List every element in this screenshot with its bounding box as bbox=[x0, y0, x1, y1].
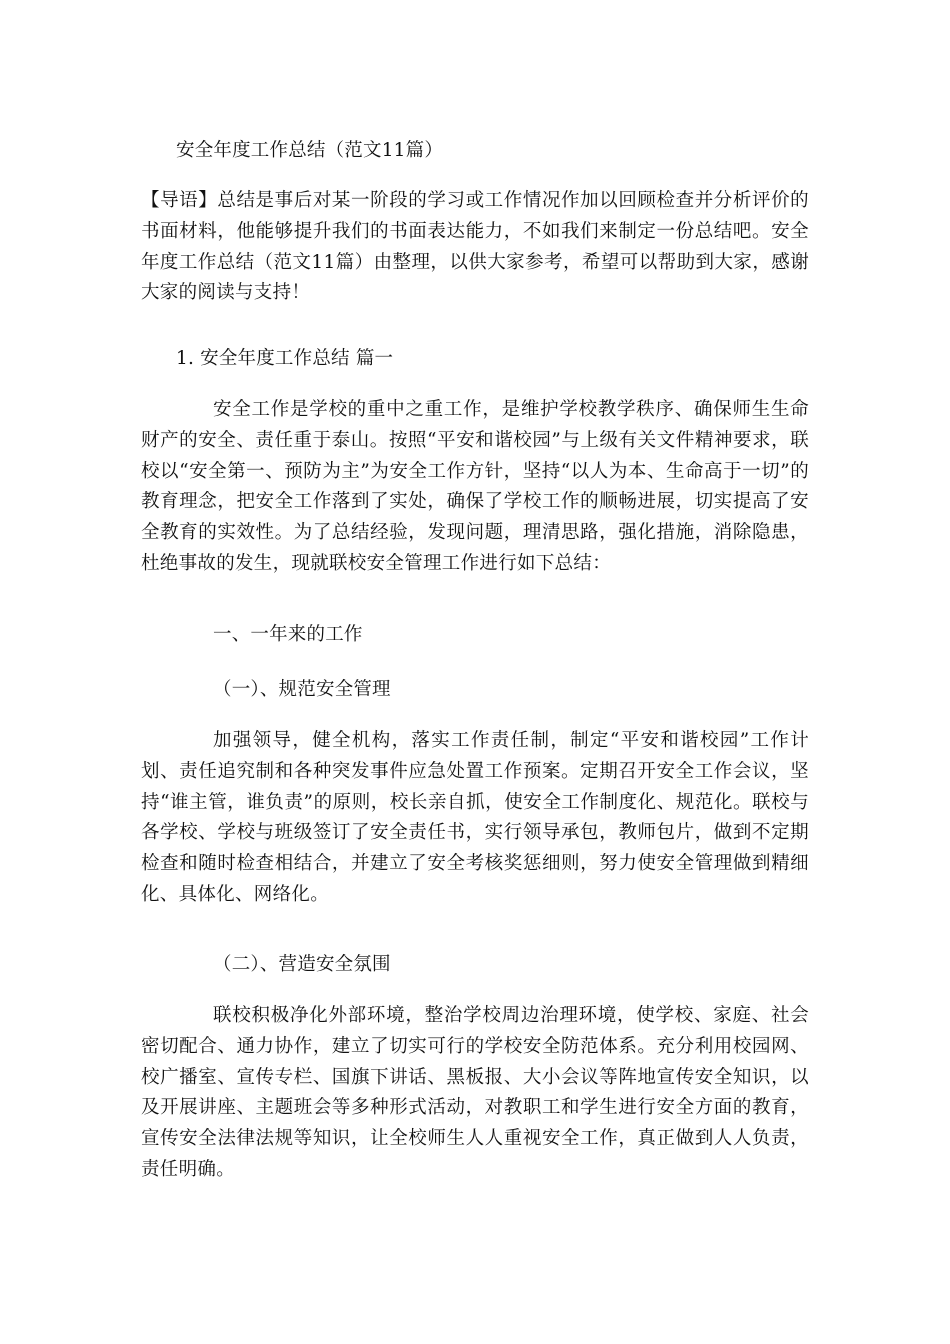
body-paragraph-2: 加强领导，健全机构，落实工作责任制，制定“平安和谐校园”工作计划、责任追究制和各种突发事件应急处置工作预案。定期召开安全工作会议，坚持“谁主管，谁负责”的原则，校长亲自抓，使安全工作制度化、规范化。联校与各学校、学校与班级签订了安全责任书，实行领导承包，教师包片，做到不定期检查和随时检查相结合，并建立了安全考核奖惩细则，努力使安全管理做到精细化、具体化、网络化。 bbox=[141, 730, 809, 905]
body-paragraph-1: 安全工作是学校的重中之重工作，是维护学校教学秩序、确保师生生命财产的安全、责任重于泰山。按照“平安和谐校园”与上级有关文件精神要求，联校以“安全第一、预防为主”为安全工作方针，坚持“以人为本、生命高于一切”的教育理念，把安全工作落到了实处，确保了学校工作的顺畅进展，切实提高了安全教育的实效性。为了总结经验，发现问题，理清思路，强化措施，消除隐患，杜绝事故的发生，现就联校安全管理工作进行如下总结： bbox=[141, 399, 809, 574]
subheading-1: （一）、规范安全管理 bbox=[213, 679, 391, 700]
document-title: 安全年度工作总结（范文11篇） bbox=[176, 140, 444, 161]
subheading-2: （二）、营造安全氛围 bbox=[213, 954, 391, 975]
intro-paragraph: 【导语】总结是事后对某一阶段的学习或工作情况作加以回顾检查并分析评价的书面材料，他能够提升我们的书面表达能力，不如我们来制定一份总结吧。安全年度工作总结（范文11篇）由整理，以供大家参考，希望可以帮助到大家，感谢大家的阅读与支持！ bbox=[141, 190, 809, 304]
section-heading: 1. 安全年度工作总结 篇一 bbox=[176, 348, 394, 369]
body-paragraph-3: 联校积极净化外部环境，整治学校周边治理环境，使学校、家庭、社会密切配合、通力协作，建立了切实可行的学校安全防范体系。充分利用校园网、校广播室、宣传专栏、国旗下讲话、黑板报、大小会议等阵地宣传安全知识，以及开展讲座、主题班会等多种形式活动，对教职工和学生进行安全方面的教育，宣传安全法律法规等知识，让全校师生人人重视安全工作，真正做到人人负责，责任明确。 bbox=[141, 1005, 809, 1180]
heading-1: 一、一年来的工作 bbox=[213, 624, 363, 645]
